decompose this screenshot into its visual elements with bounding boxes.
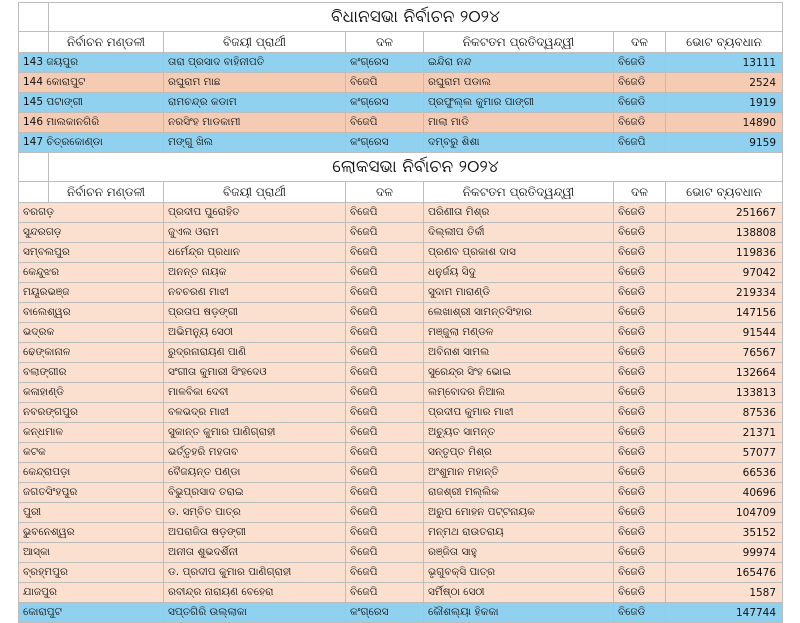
rival-party-cell: ବିଜେଡି: [614, 363, 666, 383]
rival-cell: ରାଜଶ୍ରୀ ମଲ୍ଲିକ: [424, 483, 614, 503]
header-margin: ଭୋଟ ବ୍ୟବଧାନ: [666, 32, 783, 53]
party-cell: କଂଗ୍ରେସ: [346, 93, 424, 113]
party-cell: କଂଗ୍ରେସ: [346, 133, 424, 153]
constituency-cell: କେନ୍ଦୁଝର: [19, 263, 164, 283]
winner-cell: ଡ. ପ୍ରଦୀପ କୁମାର ପାଣିଗ୍ରାହୀ: [164, 563, 346, 583]
loksabha-title: ଲୋକସଭା ନିର୍ବାଚନ ୨୦୨୪: [49, 153, 783, 182]
header-constituency: ନିର୍ବାଚନ ମଣ୍ଡଳୀ: [49, 32, 164, 53]
rival-party-cell: ବିଜେଡି: [614, 503, 666, 523]
winner-cell: ବଳଭଦ୍ର ମାଝୀ: [164, 403, 346, 423]
header-corner: [19, 32, 49, 53]
rival-cell: ସର୍ମିଷ୍ଠା ସେଠୀ: [424, 583, 614, 603]
rival-party-cell: ବିଜେଡି: [614, 113, 666, 133]
rival-party-cell: ବିଜେଡି: [614, 603, 666, 623]
rival-cell: ମଞ୍ଜୁଲା ମଣ୍ଡଳ: [424, 323, 614, 343]
rival-party-cell: ବିଜେଡି: [614, 243, 666, 263]
header-winner: ବିଜୟୀ ପ୍ରାର୍ଥୀ: [164, 32, 346, 53]
rival-party-cell: ବିଜେଡି: [614, 53, 666, 73]
rival-party-cell: ବିଜେଡି: [614, 93, 666, 113]
table-row: [19, 283, 783, 303]
rival-cell: ଅଚ୍ୟୁତ ସାମନ୍ତ: [424, 423, 614, 443]
rival-party-cell: ବିଜେଡି: [614, 403, 666, 423]
rival-cell: ଅବିନାଶ ସାମଲ: [424, 343, 614, 363]
party-cell: ବିଜେପି: [346, 73, 424, 93]
margin-cell: 21371: [666, 423, 783, 443]
party-cell: କଂଗ୍ରେସ: [346, 53, 424, 73]
margin-cell: 1919: [666, 93, 783, 113]
margin-cell: 35152: [666, 523, 783, 543]
margin-cell: 87536: [666, 403, 783, 423]
loksabha-table: [18, 152, 783, 623]
rival-party-cell: ବିଜେଡି: [614, 223, 666, 243]
rival-party-cell: ବିଜେଡି: [614, 283, 666, 303]
rival-party-cell: ବିଜେପି: [614, 133, 666, 153]
corner-cell: [19, 3, 49, 32]
rival-cell: ଦିଲ୍ଲୀପ ତିର୍କୀ: [424, 223, 614, 243]
party-cell: ବିଜେପି: [346, 563, 424, 583]
header-corner: [19, 182, 49, 203]
rival-cell: ଅରୁପ ମୋହନ ପଟ୍ଟନାୟକ: [424, 503, 614, 523]
margin-cell: 251667: [666, 203, 783, 223]
constituency-cell: 144 କୋରାପୁଟ: [19, 73, 164, 93]
constituency-cell: 146 ମାଲକାନଗିରି: [19, 113, 164, 133]
winner-cell: ଭର୍ତ୍ତୃହରି ମହତାବ: [164, 443, 346, 463]
rival-cell: ପରିଣୀତା ମିଶ୍ର: [424, 203, 614, 223]
constituency-cell: କଟକ: [19, 443, 164, 463]
margin-cell: 104709: [666, 503, 783, 523]
rival-cell: ସୁଦାମ ମାରାଣ୍ଡି: [424, 283, 614, 303]
constituency-cell: ମୟୂରଭଞ୍ଜ: [19, 283, 164, 303]
winner-cell: ମାଳବିକା ଦେବୀ: [164, 383, 346, 403]
party-cell: ବିଜେପି: [346, 383, 424, 403]
party-cell: ବିଜେପି: [346, 483, 424, 503]
constituency-cell: ସମ୍ବଲପୁର: [19, 243, 164, 263]
margin-cell: 2524: [666, 73, 783, 93]
rival-cell: ଦମ୍ବରୁ ଶିଶା: [424, 133, 614, 153]
margin-cell: 97042: [666, 263, 783, 283]
table-row: [19, 343, 783, 363]
winner-cell: ରାମଚନ୍ଦ୍ର କଡାମ: [164, 93, 346, 113]
party-cell: ବିଜେପି: [346, 283, 424, 303]
margin-cell: 76567: [666, 343, 783, 363]
table-row: [19, 73, 783, 93]
rival-party-cell: ବିଜେଡି: [614, 343, 666, 363]
rival-cell: ପ୍ରଣବ ପ୍ରକାଶ ଦାସ: [424, 243, 614, 263]
rival-party-cell: ବିଜେଡି: [614, 443, 666, 463]
constituency-cell: ନବରଙ୍ଗପୁର: [19, 403, 164, 423]
margin-cell: 138808: [666, 223, 783, 243]
table-row: [19, 223, 783, 243]
constituency-cell: 145 ପଟାଙ୍ଗୀ: [19, 93, 164, 113]
winner-cell: ଅପରାଜିତା ଷଡ଼ଙ୍ଗୀ: [164, 523, 346, 543]
rival-cell: ରଞ୍ଜିତା ସାହୁ: [424, 543, 614, 563]
party-cell: ବିଜେପି: [346, 243, 424, 263]
margin-cell: 57077: [666, 443, 783, 463]
winner-cell: ପ୍ରଦୀପ ପୁରୋହିତ: [164, 203, 346, 223]
rival-party-cell: ବିଜେଡି: [614, 383, 666, 403]
margin-cell: 40696: [666, 483, 783, 503]
party-cell: ବିଜେପି: [346, 583, 424, 603]
party-cell: ବିଜେପି: [346, 323, 424, 343]
table-row: [19, 483, 783, 503]
constituency-cell: ପୁରୀ: [19, 503, 164, 523]
rival-cell: ଭୃଗୁବକ୍ସି ପାତ୍ର: [424, 563, 614, 583]
rival-party-cell: ବିଜେଡି: [614, 303, 666, 323]
party-cell: ବିଜେପି: [346, 343, 424, 363]
table-row: [19, 383, 783, 403]
rival-party-cell: ବିଜେଡି: [614, 523, 666, 543]
winner-cell: ଜୁଏଲ ଓରାମ: [164, 223, 346, 243]
margin-cell: 9159: [666, 133, 783, 153]
table-row: [19, 403, 783, 423]
header-party: ଦଳ: [346, 182, 424, 203]
header-constituency: ନିର୍ବାଚନ ମଣ୍ଡଳୀ: [49, 182, 164, 203]
rival-party-cell: ବିଜେଡି: [614, 263, 666, 283]
rival-cell: ମାଲା ମାଡି: [424, 113, 614, 133]
table-row: [19, 243, 783, 263]
winner-cell: ମଙ୍ଗୁ ଖିଲ: [164, 133, 346, 153]
table-row: [19, 93, 783, 113]
table-row: [19, 543, 783, 563]
winner-cell: ରୁଦ୍ରନାରାୟଣ ପାଣି: [164, 343, 346, 363]
table-row: [19, 263, 783, 283]
table-row: [19, 363, 783, 383]
winner-cell: ଅନନ୍ତ ନାୟକ: [164, 263, 346, 283]
table-row: [19, 113, 783, 133]
rival-party-cell: ବିଜେଡି: [614, 423, 666, 443]
constituency-cell: କୋରାପୁଟ: [19, 603, 164, 623]
vidhansabha-title: ବିଧାନସଭା ନିର୍ବାଚନ ୨୦୨୪: [49, 3, 783, 32]
rival-cell: ସନ୍ତୃପ୍ତ ମିଶ୍ର: [424, 443, 614, 463]
margin-cell: 132664: [666, 363, 783, 383]
table-row: [19, 563, 783, 583]
winner-cell: ସଂଗୀତା କୁମାରୀ ସିଂହଦେଓ: [164, 363, 346, 383]
winner-cell: ଅଭିମନ୍ୟୁ ସେଠୀ: [164, 323, 346, 343]
margin-cell: 14890: [666, 113, 783, 133]
rival-cell: ଅଂଶୁମାନ ମହାନ୍ତି: [424, 463, 614, 483]
winner-cell: ସପ୍ତଗିରି ଉଲ୍ଲାକା: [164, 603, 346, 623]
header-party: ଦଳ: [346, 32, 424, 53]
constituency-cell: ଭୁବନେଶ୍ୱର: [19, 523, 164, 543]
winner-cell: ରବୀନ୍ଦ୍ର ନାରାୟଣ ବେହେରା: [164, 583, 346, 603]
rival-cell: ସୁରେନ୍ଦ୍ର ସିଂହ ଭୋଇ: [424, 363, 614, 383]
constituency-cell: 147 ଚିତ୍ରକୋଣ୍ଡା: [19, 133, 164, 153]
rival-cell: କୌଶଲ୍ୟା ହିକକା: [424, 603, 614, 623]
winner-cell: ଧର୍ମେନ୍ଦ୍ର ପ୍ରଧାନ: [164, 243, 346, 263]
winner-cell: ବୈଜୟନ୍ତ ପଣ୍ଡା: [164, 463, 346, 483]
loksabha-header-row: [19, 182, 783, 203]
rival-party-cell: ବିଜେଡି: [614, 583, 666, 603]
table-row: [19, 323, 783, 343]
winner-cell: ତାରା ପ୍ରସାଦ ବାହିନୀପତି: [164, 53, 346, 73]
header-rival: ନିକଟତମ ପ୍ରତିଦ୍ୱନ୍ଦ୍ୱୀ: [424, 32, 614, 53]
constituency-cell: ବାଲେଶ୍ୱର: [19, 303, 164, 323]
winner-cell: ନରସିଂହ ମାଡକାମୀ: [164, 113, 346, 133]
party-cell: ବିଜେପି: [346, 113, 424, 133]
winner-cell: ଡ. ସମ୍ବିତ ପାତ୍ର: [164, 503, 346, 523]
rival-party-cell: ବିଜେଡି: [614, 323, 666, 343]
margin-cell: 147156: [666, 303, 783, 323]
rival-cell: ଲେଖାଶ୍ରୀ ସାମନ୍ତସିଂହାର: [424, 303, 614, 323]
party-cell: ବିଜେପି: [346, 363, 424, 383]
rival-party-cell: ବିଜେଡି: [614, 483, 666, 503]
margin-cell: 119836: [666, 243, 783, 263]
winner-cell: ରଘୁରାମ ମାଛ: [164, 73, 346, 93]
margin-cell: 165476: [666, 563, 783, 583]
table-row: [19, 303, 783, 323]
rival-party-cell: ବିଜେଡି: [614, 563, 666, 583]
rival-cell: ମନ୍ମଥ ରାଉତରାୟ: [424, 523, 614, 543]
party-cell: ବିଜେପି: [346, 463, 424, 483]
table-row: [19, 603, 783, 623]
table-row: [19, 523, 783, 543]
party-cell: ବିଜେପି: [346, 303, 424, 323]
constituency-cell: ଜଗତସିଂହପୁର: [19, 483, 164, 503]
margin-cell: 91544: [666, 323, 783, 343]
margin-cell: 219334: [666, 283, 783, 303]
party-cell: ବିଜେପି: [346, 223, 424, 243]
rival-cell: ପ୍ରଦୀପ କୁମାର ମାଝୀ: [424, 403, 614, 423]
header-winner: ବିଜୟୀ ପ୍ରାର୍ଥୀ: [164, 182, 346, 203]
table-row: [19, 503, 783, 523]
party-cell: ବିଜେପି: [346, 203, 424, 223]
margin-cell: 13111: [666, 53, 783, 73]
vidhansabha-header-row: [19, 32, 783, 53]
table-row: [19, 53, 783, 73]
rival-cell: ଇନ୍ଦିରା ନନ୍ଦ: [424, 53, 614, 73]
rival-cell: ଲମ୍ବୋଦର ନିଆଲ: [424, 383, 614, 403]
party-cell: ବିଜେପି: [346, 263, 424, 283]
margin-cell: 147744: [666, 603, 783, 623]
constituency-cell: ଆସ୍କା: [19, 543, 164, 563]
rival-party-cell: ବିଜେଡି: [614, 203, 666, 223]
table-row: [19, 463, 783, 483]
party-cell: ବିଜେପି: [346, 443, 424, 463]
winner-cell: ନବଚରଣ ମାଝୀ: [164, 283, 346, 303]
rival-cell: ଧନୁର୍ଜୟ ସିଦୁ: [424, 263, 614, 283]
constituency-cell: 143 ଜୟପୁର: [19, 53, 164, 73]
vidhansabha-table: [18, 2, 783, 153]
table-row: [19, 423, 783, 443]
constituency-cell: ସୁନ୍ଦରଗଡ଼: [19, 223, 164, 243]
corner-cell: [19, 153, 49, 182]
winner-cell: ସୁକାନ୍ତ କୁମାର ପାଣିଗ୍ରାହୀ: [164, 423, 346, 443]
constituency-cell: ଯାଜପୁର: [19, 583, 164, 603]
rival-party-cell: ବିଜେଡି: [614, 463, 666, 483]
winner-cell: ବିଭୁପ୍ରସାଦ ତରାଇ: [164, 483, 346, 503]
margin-cell: 66536: [666, 463, 783, 483]
constituency-cell: କଳାହାଣ୍ଡି: [19, 383, 164, 403]
rival-cell: ପ୍ରଫୁଲ୍ଲ କୁମାର ପାଙ୍ଗୀ: [424, 93, 614, 113]
margin-cell: 99974: [666, 543, 783, 563]
constituency-cell: ବରଗଡ଼: [19, 203, 164, 223]
header-margin: ଭୋଟ ବ୍ୟବଧାନ: [666, 182, 783, 203]
constituency-cell: ଢେଙ୍କାନାଳ: [19, 343, 164, 363]
constituency-cell: ବଲାଙ୍ଗୀର: [19, 363, 164, 383]
header-rival-party: ଦଳ: [614, 182, 666, 203]
constituency-cell: ବ୍ରହ୍ମପୁର: [19, 563, 164, 583]
party-cell: ବିଜେପି: [346, 403, 424, 423]
party-cell: ବିଜେପି: [346, 543, 424, 563]
header-rival: ନିକଟତମ ପ୍ରତିଦ୍ୱନ୍ଦ୍ୱୀ: [424, 182, 614, 203]
rival-party-cell: ବିଜେଡି: [614, 543, 666, 563]
rival-cell: ରଘୁରାମ ପଡାଲ: [424, 73, 614, 93]
winner-cell: ପ୍ରତାପ ଷଡ଼ଙ୍ଗୀ: [164, 303, 346, 323]
table-row: [19, 133, 783, 153]
header-rival-party: ଦଳ: [614, 32, 666, 53]
party-cell: କଂଗ୍ରେସ: [346, 603, 424, 623]
winner-cell: ଅନୀତା ଶୁଭଦର୍ଶିନୀ: [164, 543, 346, 563]
party-cell: ବିଜେପି: [346, 423, 424, 443]
constituency-cell: କେନ୍ଦ୍ରାପଡ଼ା: [19, 463, 164, 483]
party-cell: ବିଜେପି: [346, 503, 424, 523]
constituency-cell: କନ୍ଧମାଳ: [19, 423, 164, 443]
party-cell: ବିଜେପି: [346, 523, 424, 543]
table-row: [19, 203, 783, 223]
margin-cell: 133813: [666, 383, 783, 403]
table-row: [19, 443, 783, 463]
rival-party-cell: ବିଜେଡି: [614, 73, 666, 93]
constituency-cell: ଭଦ୍ରକ: [19, 323, 164, 343]
margin-cell: 1587: [666, 583, 783, 603]
